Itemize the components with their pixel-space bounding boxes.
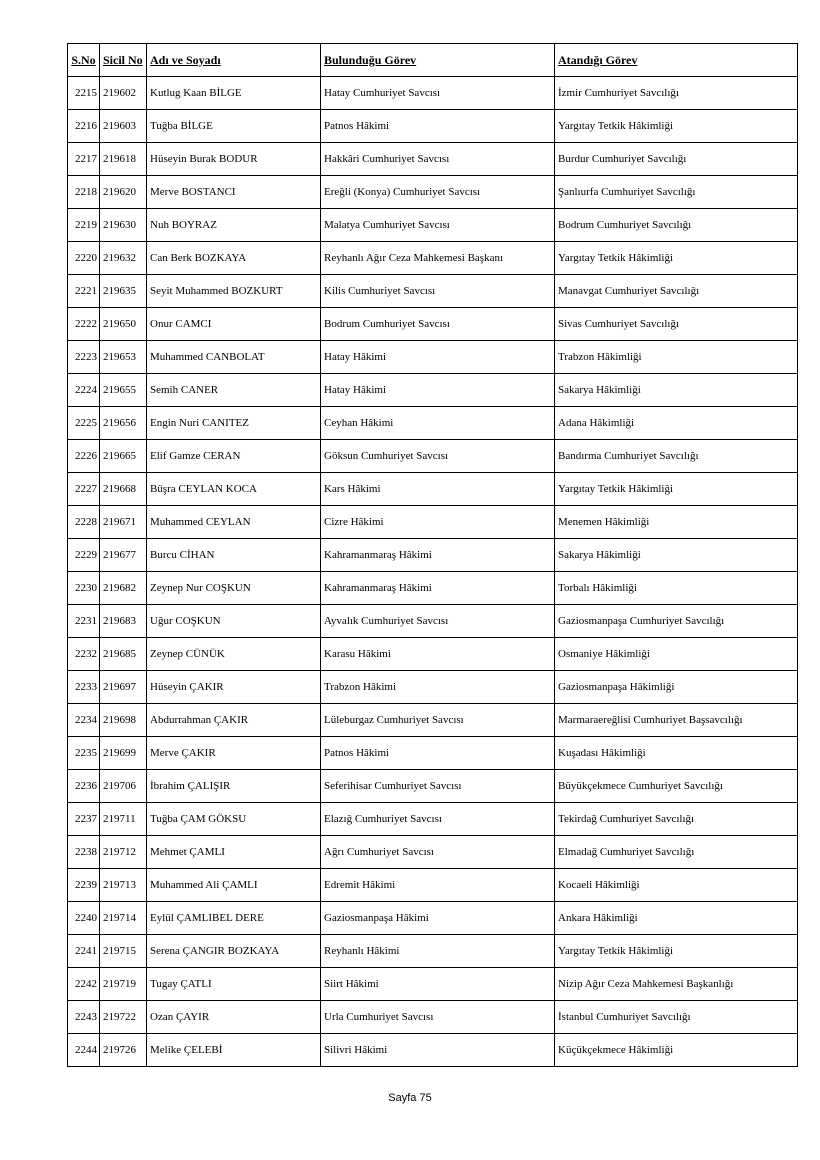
cell-sno: 2231 bbox=[68, 605, 100, 638]
cell-name: Elif Gamze CERAN bbox=[147, 440, 321, 473]
cell-name: Tuğba BİLGE bbox=[147, 110, 321, 143]
cell-sno: 2215 bbox=[68, 77, 100, 110]
cell-sicil-no: 219699 bbox=[100, 737, 147, 770]
cell-sicil-no: 219685 bbox=[100, 638, 147, 671]
table-row bbox=[68, 572, 798, 605]
table-row bbox=[68, 770, 798, 803]
table-row bbox=[68, 110, 798, 143]
table-row bbox=[68, 209, 798, 242]
cell-assigned-position: Elmadağ Cumhuriyet Savcılığı bbox=[555, 836, 798, 869]
cell-sno: 2227 bbox=[68, 473, 100, 506]
cell-assigned-position: Yargıtay Tetkik Hâkimliği bbox=[555, 242, 798, 275]
cell-current-position: Lüleburgaz Cumhuriyet Savcısı bbox=[321, 704, 555, 737]
cell-sicil-no: 219655 bbox=[100, 374, 147, 407]
cell-name: Mehmet ÇAMLI bbox=[147, 836, 321, 869]
cell-sno: 2229 bbox=[68, 539, 100, 572]
cell-current-position: Urla Cumhuriyet Savcısı bbox=[321, 1001, 555, 1034]
cell-sno: 2241 bbox=[68, 935, 100, 968]
cell-current-position: Gaziosmanpaşa Hâkimi bbox=[321, 902, 555, 935]
cell-assigned-position: Marmaraereğlisi Cumhuriyet Başsavcılığı bbox=[555, 704, 798, 737]
cell-assigned-position: Küçükçekmece Hâkimliği bbox=[555, 1034, 798, 1067]
cell-sno: 2222 bbox=[68, 308, 100, 341]
cell-current-position: Ağrı Cumhuriyet Savcısı bbox=[321, 836, 555, 869]
cell-sicil-no: 219671 bbox=[100, 506, 147, 539]
header-current-position: Bulunduğu Görev bbox=[321, 44, 555, 77]
header-sno: S.No bbox=[68, 44, 100, 77]
cell-sicil-no: 219722 bbox=[100, 1001, 147, 1034]
cell-sno: 2238 bbox=[68, 836, 100, 869]
cell-name: Ozan ÇAYIR bbox=[147, 1001, 321, 1034]
cell-current-position: Hatay Hâkimi bbox=[321, 374, 555, 407]
cell-sno: 2230 bbox=[68, 572, 100, 605]
cell-sicil-no: 219620 bbox=[100, 176, 147, 209]
cell-assigned-position: Büyükçekmece Cumhuriyet Savcılığı bbox=[555, 770, 798, 803]
table-row bbox=[68, 440, 798, 473]
cell-sicil-no: 219711 bbox=[100, 803, 147, 836]
header-name: Adı ve Soyadı bbox=[147, 44, 321, 77]
cell-assigned-position: İzmir Cumhuriyet Savcılığı bbox=[555, 77, 798, 110]
cell-current-position: Seferihisar Cumhuriyet Savcısı bbox=[321, 770, 555, 803]
cell-assigned-position: Yargıtay Tetkik Hâkimliği bbox=[555, 935, 798, 968]
cell-assigned-position: Gaziosmanpaşa Hâkimliği bbox=[555, 671, 798, 704]
cell-sicil-no: 219715 bbox=[100, 935, 147, 968]
cell-name: Engin Nuri CANITEZ bbox=[147, 407, 321, 440]
cell-sicil-no: 219602 bbox=[100, 77, 147, 110]
cell-sicil-no: 219683 bbox=[100, 605, 147, 638]
cell-sicil-no: 219714 bbox=[100, 902, 147, 935]
cell-sno: 2234 bbox=[68, 704, 100, 737]
cell-sicil-no: 219706 bbox=[100, 770, 147, 803]
cell-sicil-no: 219697 bbox=[100, 671, 147, 704]
cell-name: Tuğba ÇAM GÖKSU bbox=[147, 803, 321, 836]
cell-name: Abdurrahman ÇAKIR bbox=[147, 704, 321, 737]
table-row bbox=[68, 407, 798, 440]
table-row bbox=[68, 737, 798, 770]
cell-name: Serena ÇANGIR BOZKAYA bbox=[147, 935, 321, 968]
table-row bbox=[68, 869, 798, 902]
cell-current-position: Hakkâri Cumhuriyet Savcısı bbox=[321, 143, 555, 176]
cell-sno: 2218 bbox=[68, 176, 100, 209]
cell-sicil-no: 219668 bbox=[100, 473, 147, 506]
cell-current-position: Bodrum Cumhuriyet Savcısı bbox=[321, 308, 555, 341]
cell-sicil-no: 219712 bbox=[100, 836, 147, 869]
cell-current-position: Silivri Hâkimi bbox=[321, 1034, 555, 1067]
cell-current-position: Ceyhan Hâkimi bbox=[321, 407, 555, 440]
cell-sno: 2219 bbox=[68, 209, 100, 242]
table-row bbox=[68, 308, 798, 341]
cell-assigned-position: Nizip Ağır Ceza Mahkemesi Başkanlığı bbox=[555, 968, 798, 1001]
cell-sicil-no: 219698 bbox=[100, 704, 147, 737]
cell-name: Zeynep Nur COŞKUN bbox=[147, 572, 321, 605]
cell-sicil-no: 219713 bbox=[100, 869, 147, 902]
table-row bbox=[68, 836, 798, 869]
cell-current-position: Reyhanlı Ağır Ceza Mahkemesi Başkanı bbox=[321, 242, 555, 275]
cell-current-position: Hatay Cumhuriyet Savcısı bbox=[321, 77, 555, 110]
cell-current-position: Kahramanmaraş Hâkimi bbox=[321, 539, 555, 572]
cell-sno: 2233 bbox=[68, 671, 100, 704]
header-sicil: Sicil No bbox=[100, 44, 147, 77]
cell-sicil-no: 219656 bbox=[100, 407, 147, 440]
cell-name: Semih CANER bbox=[147, 374, 321, 407]
cell-sicil-no: 219635 bbox=[100, 275, 147, 308]
cell-sno: 2221 bbox=[68, 275, 100, 308]
header-assigned-position: Atandığı Görev bbox=[555, 44, 798, 77]
assignment-table bbox=[67, 43, 798, 1067]
cell-current-position: Patnos Hâkimi bbox=[321, 110, 555, 143]
cell-sno: 2217 bbox=[68, 143, 100, 176]
cell-assigned-position: Kuşadası Hâkimliği bbox=[555, 737, 798, 770]
cell-sno: 2228 bbox=[68, 506, 100, 539]
cell-current-position: Trabzon Hâkimi bbox=[321, 671, 555, 704]
cell-assigned-position: Tekirdağ Cumhuriyet Savcılığı bbox=[555, 803, 798, 836]
table-row bbox=[68, 275, 798, 308]
cell-current-position: Patnos Hâkimi bbox=[321, 737, 555, 770]
cell-current-position: Malatya Cumhuriyet Savcısı bbox=[321, 209, 555, 242]
table-row bbox=[68, 242, 798, 275]
cell-sicil-no: 219653 bbox=[100, 341, 147, 374]
cell-sno: 2216 bbox=[68, 110, 100, 143]
table-row bbox=[68, 1001, 798, 1034]
cell-name: Zeynep CÜNÜK bbox=[147, 638, 321, 671]
cell-current-position: Edremit Hâkimi bbox=[321, 869, 555, 902]
table-row bbox=[68, 539, 798, 572]
cell-current-position: Ereğli (Konya) Cumhuriyet Savcısı bbox=[321, 176, 555, 209]
cell-name: Hüseyin ÇAKIR bbox=[147, 671, 321, 704]
cell-name: Merve ÇAKIR bbox=[147, 737, 321, 770]
cell-sno: 2236 bbox=[68, 770, 100, 803]
cell-assigned-position: İstanbul Cumhuriyet Savcılığı bbox=[555, 1001, 798, 1034]
table-row bbox=[68, 902, 798, 935]
cell-sicil-no: 219632 bbox=[100, 242, 147, 275]
cell-name: Eylül ÇAMLIBEL DERE bbox=[147, 902, 321, 935]
cell-name: Onur CAMCI bbox=[147, 308, 321, 341]
cell-sno: 2225 bbox=[68, 407, 100, 440]
cell-assigned-position: Gaziosmanpaşa Cumhuriyet Savcılığı bbox=[555, 605, 798, 638]
cell-name: Seyit Muhammed BOZKURT bbox=[147, 275, 321, 308]
cell-assigned-position: Ankara Hâkimliği bbox=[555, 902, 798, 935]
table-row bbox=[68, 77, 798, 110]
cell-sicil-no: 219665 bbox=[100, 440, 147, 473]
cell-sicil-no: 219630 bbox=[100, 209, 147, 242]
cell-assigned-position: Menemen Hâkimliği bbox=[555, 506, 798, 539]
table-row bbox=[68, 671, 798, 704]
cell-assigned-position: Trabzon Hâkimliği bbox=[555, 341, 798, 374]
cell-sicil-no: 219650 bbox=[100, 308, 147, 341]
cell-current-position: Reyhanlı Hâkimi bbox=[321, 935, 555, 968]
cell-assigned-position: Kocaeli Hâkimliği bbox=[555, 869, 798, 902]
cell-sicil-no: 219603 bbox=[100, 110, 147, 143]
cell-current-position: Göksun Cumhuriyet Savcısı bbox=[321, 440, 555, 473]
table-row bbox=[68, 935, 798, 968]
cell-sno: 2232 bbox=[68, 638, 100, 671]
cell-assigned-position: Sakarya Hâkimliği bbox=[555, 539, 798, 572]
cell-sicil-no: 219719 bbox=[100, 968, 147, 1001]
table-header-row bbox=[68, 44, 798, 77]
cell-assigned-position: Adana Hâkimliği bbox=[555, 407, 798, 440]
cell-assigned-position: Manavgat Cumhuriyet Savcılığı bbox=[555, 275, 798, 308]
cell-name: Merve BOSTANCI bbox=[147, 176, 321, 209]
table-row bbox=[68, 473, 798, 506]
table-row bbox=[68, 143, 798, 176]
cell-name: Tugay ÇATLI bbox=[147, 968, 321, 1001]
cell-sicil-no: 219726 bbox=[100, 1034, 147, 1067]
table-row bbox=[68, 638, 798, 671]
cell-name: Melike ÇELEBİ bbox=[147, 1034, 321, 1067]
cell-sno: 2243 bbox=[68, 1001, 100, 1034]
cell-assigned-position: Bandırma Cumhuriyet Savcılığı bbox=[555, 440, 798, 473]
cell-sno: 2239 bbox=[68, 869, 100, 902]
table-row bbox=[68, 176, 798, 209]
cell-current-position: Siirt Hâkimi bbox=[321, 968, 555, 1001]
table-row bbox=[68, 1034, 798, 1067]
cell-assigned-position: Torbalı Hâkimliği bbox=[555, 572, 798, 605]
table-body bbox=[68, 77, 798, 1067]
cell-name: Hüseyin Burak BODUR bbox=[147, 143, 321, 176]
cell-assigned-position: Yargıtay Tetkik Hâkimliği bbox=[555, 473, 798, 506]
table-row bbox=[68, 704, 798, 737]
cell-sno: 2226 bbox=[68, 440, 100, 473]
table-row bbox=[68, 968, 798, 1001]
table-row bbox=[68, 803, 798, 836]
cell-sno: 2240 bbox=[68, 902, 100, 935]
cell-current-position: Kahramanmaraş Hâkimi bbox=[321, 572, 555, 605]
cell-current-position: Ayvalık Cumhuriyet Savcısı bbox=[321, 605, 555, 638]
cell-sno: 2220 bbox=[68, 242, 100, 275]
cell-assigned-position: Şanlıurfa Cumhuriyet Savcılığı bbox=[555, 176, 798, 209]
cell-current-position: Karasu Hâkimi bbox=[321, 638, 555, 671]
cell-sno: 2244 bbox=[68, 1034, 100, 1067]
cell-sicil-no: 219682 bbox=[100, 572, 147, 605]
cell-current-position: Elazığ Cumhuriyet Savcısı bbox=[321, 803, 555, 836]
table-row bbox=[68, 605, 798, 638]
cell-name: Nuh BOYRAZ bbox=[147, 209, 321, 242]
cell-name: Muhammed CEYLAN bbox=[147, 506, 321, 539]
cell-current-position: Kars Hâkimi bbox=[321, 473, 555, 506]
cell-assigned-position: Sivas Cumhuriyet Savcılığı bbox=[555, 308, 798, 341]
cell-name: Can Berk BOZKAYA bbox=[147, 242, 321, 275]
cell-name: Uğur COŞKUN bbox=[147, 605, 321, 638]
cell-name: İbrahim ÇALIŞIR bbox=[147, 770, 321, 803]
page-number: Sayfa 75 bbox=[388, 1092, 432, 1104]
cell-name: Muhammed Ali ÇAMLI bbox=[147, 869, 321, 902]
cell-current-position: Kilis Cumhuriyet Savcısı bbox=[321, 275, 555, 308]
cell-sno: 2235 bbox=[68, 737, 100, 770]
table-row bbox=[68, 341, 798, 374]
cell-assigned-position: Yargıtay Tetkik Hâkimliği bbox=[555, 110, 798, 143]
cell-assigned-position: Sakarya Hâkimliği bbox=[555, 374, 798, 407]
cell-name: Büşra CEYLAN KOCA bbox=[147, 473, 321, 506]
cell-sno: 2237 bbox=[68, 803, 100, 836]
cell-name: Burcu CİHAN bbox=[147, 539, 321, 572]
cell-name: Kutlug Kaan BİLGE bbox=[147, 77, 321, 110]
cell-current-position: Cizre Hâkimi bbox=[321, 506, 555, 539]
cell-sno: 2224 bbox=[68, 374, 100, 407]
cell-sno: 2242 bbox=[68, 968, 100, 1001]
cell-assigned-position: Burdur Cumhuriyet Savcılığı bbox=[555, 143, 798, 176]
table-row bbox=[68, 506, 798, 539]
cell-sicil-no: 219618 bbox=[100, 143, 147, 176]
cell-assigned-position: Osmaniye Hâkimliği bbox=[555, 638, 798, 671]
cell-sicil-no: 219677 bbox=[100, 539, 147, 572]
cell-assigned-position: Bodrum Cumhuriyet Savcılığı bbox=[555, 209, 798, 242]
cell-current-position: Hatay Hâkimi bbox=[321, 341, 555, 374]
cell-sno: 2223 bbox=[68, 341, 100, 374]
cell-name: Muhammed CANBOLAT bbox=[147, 341, 321, 374]
table-row bbox=[68, 374, 798, 407]
